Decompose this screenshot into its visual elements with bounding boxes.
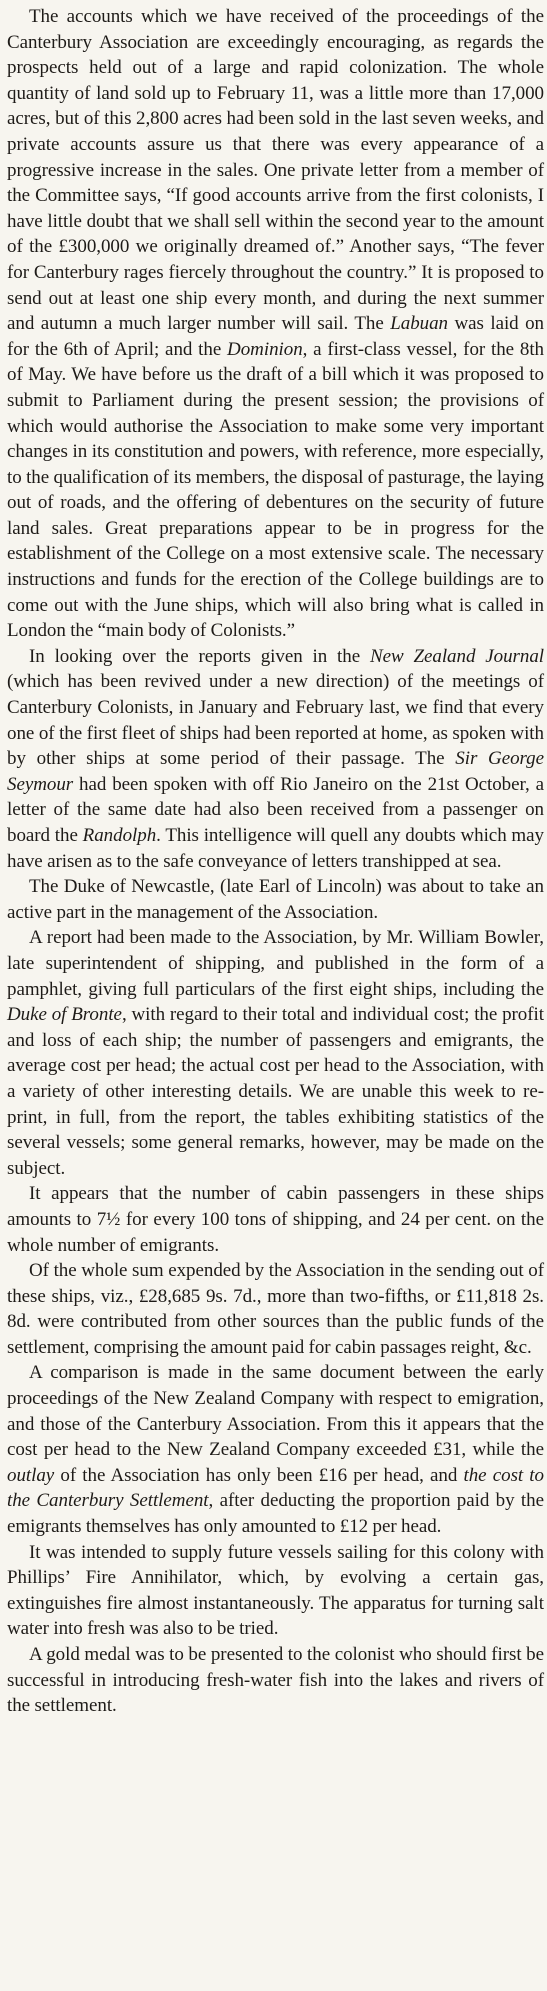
paragraph-bowler-report (7, 925, 544, 1181)
paragraph-new-zealand-journal (7, 644, 544, 874)
italic-text-run: outlay (7, 1464, 55, 1486)
paragraph-gold-medal (7, 1642, 544, 1719)
text-run: , a first-class vessel, for the 8th of May. We have before us the draft of a bill which it was proposed to submit to Parliament during the present session; the provisions of which would authorise the Association to make some very important changes in its constitution and powers, with reference, more especially, to the qualification of its members, the disposal of pasturage, the laying out of roads, and the offering of debentures on the security of future land sales. Great preparations appear to be in progress for the establishment of the College on a most extensive scale. The necessary instructions and funds for the erection of the College buildings are to come out with the June ships, which will also bring what is called in London the “main body of Colonists.” (7, 338, 545, 642)
italic-text-run: the cost to the Canterbury Settlement (7, 1464, 544, 1512)
text-run: The Duke of Newcastle, (late Earl of Lincoln) was about to take an active part in the management of the Association. (7, 876, 544, 923)
italic-text-run: Randolph (82, 825, 157, 846)
paragraph-sum-expended (7, 1258, 544, 1360)
text-run: , with regard to their total and individual cost; the profit and loss of each ship; the number of passengers and emigrants, the average cost per head; the actual cost per head to the Association, with a variety of other interesting details. We are unable this week to re-print, in full, from the report, the tables exhibiting statistics of the several vessels; some general remarks, however, may be made on the subject. (7, 1004, 544, 1179)
text-run: It was intended to supply future vessels sailing for this colony with Phillips’ Fire Annihilator, which, by evolving a certain gas, extinguishes fire almost instantaneously. The apparatus for turning salt water into fresh was also to be tried. (7, 1541, 544, 1640)
text-run: of the Association has only been £16 per head, and (54, 1464, 464, 1486)
text-run: (which has been revived under a new direction) of the meetings of Canterbury Colonists, in January and February last, we find that every one of the first fleet of ships had been reported at home, as spoken with by other ships at some period of their passage. The (7, 671, 544, 770)
italic-text-run: Sir George Seymour (7, 748, 545, 795)
text-run: The accounts which we have received of the proceedings of the Canterbury Association are exceedingly encouraging, as regards the prospects held out of a large and rapid colonization. The whole quantity of land sold up to February 11, was a little more than 17,000 acres, but of this 2,800 acres had been sold in the last seven weeks, and private accounts assure us that there was every appearance of a progressive increase in the sales. One private letter from a member of the Committee says, “If good accounts arrive from the first colonists, I have little doubt that we shall sell within the second year to the amount of the £300,000 we originally dreamed of.” Another says, “The fever for Canterbury rages fiercely throughout the country.” It is proposed to send out at least one ship every month, and during the next summer and autumn a much larger number will sail. The (7, 6, 544, 335)
text-run: In looking over the reports given in the (29, 645, 370, 667)
paragraph-canterbury-association (7, 4, 544, 644)
italic-text-run: Dominion (227, 338, 303, 360)
text-run: It appears that the number of cabin passengers in these ships amounts to 7½ for every 100 tons of shipping, and 24 per cent. on the whole number of emigrants. (7, 1183, 544, 1256)
italic-text-run: New Zealand Journal (369, 645, 544, 667)
text-run: had been spoken with off Rio Janeiro on the 21st October, a letter of the same date had also been received from a passenger on board the (7, 773, 544, 846)
text-run: A report had been made to the Association, by Mr. William Bowler, late superintendent of shipping, and published in the form of a pamphlet, giving full particulars of the first eight ships, including the (7, 927, 544, 1000)
paragraph-cabin-passengers (7, 1181, 544, 1258)
italic-text-run: Labuan (390, 313, 449, 335)
paragraph-comparison (7, 1360, 544, 1539)
text-run: . This intelligence will quell any doubts which may have arisen as to the safe conveyance of letters transhipped at sea. (7, 825, 544, 872)
italic-text-run: Duke of Bronte (7, 1004, 122, 1026)
text-run: A comparison is made in the same document between the early proceedings of the New Zealand Company with respect to emigration, and those of the Canterbury Association. From this it appears that the cost per head to the New Zealand Company exceeded £31, while the (7, 1362, 544, 1461)
text-run: was laid on for the 6th of April; and the (7, 313, 544, 360)
paragraph-duke-of-newcastle (7, 874, 544, 925)
text-run: A gold medal was to be presented to the colonist who should first be successful in introducing fresh-water fish into the lakes and rivers of the settlement. (7, 1644, 544, 1717)
paragraph-fire-annihilator (7, 1540, 544, 1642)
text-run: , after deducting the proportion paid by the emigrants themselves has only amounted to £12 per head. (7, 1490, 544, 1538)
text-run: Of the whole sum expended by the Association in the sending out of these ships, viz., £28,685 9s. 7d., more than two-fifths, or £11,818 2s. 8d. were contributed from other sources than the public funds of the settlement, comprising the amount paid for cabin passages reight, &c. (7, 1260, 544, 1358)
